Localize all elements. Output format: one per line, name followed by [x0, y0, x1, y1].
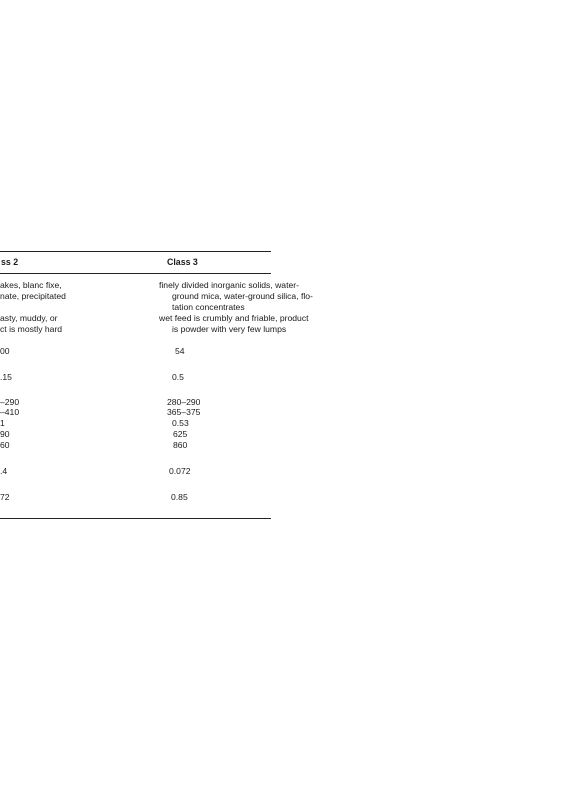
class2-value: 00: [0, 346, 10, 356]
table-header-rule: [0, 273, 271, 274]
class3-value: 0.072: [169, 466, 191, 476]
class3-value: 0.53: [172, 418, 189, 428]
class3-value: 0.5: [172, 372, 184, 382]
class2-value: 90: [0, 429, 10, 439]
class3-value: 280–290: [167, 397, 201, 407]
table-top-rule: [0, 251, 271, 252]
class3-value: 54: [175, 346, 185, 356]
class2-header: ss 2: [1, 257, 19, 267]
class3-appearance-line: is powder with very few lumps: [172, 324, 287, 334]
class3-value: 860: [173, 440, 188, 450]
class3-value: 625: [173, 429, 188, 439]
class2-feed-line: nate, precipitated: [0, 291, 66, 301]
class3-header: Class 3: [167, 257, 198, 267]
table-bottom-rule: [0, 518, 271, 519]
class2-value: .15: [0, 372, 12, 382]
class2-value: .4: [0, 466, 8, 476]
class2-value: 60: [0, 440, 10, 450]
class3-feed-line: finely divided inorganic solids, water-: [159, 280, 299, 290]
class2-feed-line: akes, blanc fixe,: [0, 280, 62, 290]
class2-appearance-line: ct is mostly hard: [0, 324, 63, 334]
class2-appearance-line: asty, muddy, or: [0, 313, 58, 323]
class3-appearance-line: wet feed is crumbly and friable, product: [159, 313, 309, 323]
class3-feed-line: ground mica, water-ground silica, flo-: [172, 291, 313, 301]
class3-value: 365–375: [167, 407, 201, 417]
class2-value: –410: [0, 407, 20, 417]
class2-value: 1: [0, 418, 5, 428]
class2-value: 72: [0, 492, 10, 502]
class2-value: –290: [0, 397, 20, 407]
class3-value: 0.85: [171, 492, 188, 502]
class3-feed-line: tation concentrates: [172, 302, 245, 312]
